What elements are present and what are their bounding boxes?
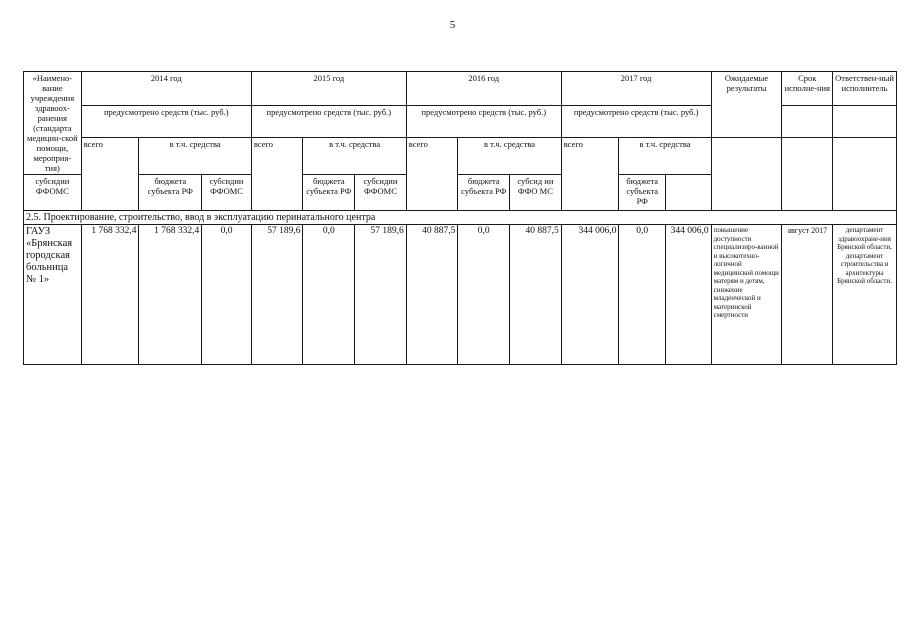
total-2016: 40 887,5 [406,225,458,365]
budget-2017: 344 006,0 [666,225,712,365]
responsible-sub-blank [833,138,897,211]
total-2014-header: всего [81,138,139,211]
responsible-header: Ответствен-ный исполнитель [833,72,897,106]
institution-name: ГАУЗ «Брянская городская больница № 1» [24,225,82,365]
total-2015-header: всего [251,138,303,211]
page-number: 5 [449,19,456,31]
subsidy-2015: 0,0 [303,225,355,365]
budget-2017-header: бюджета субъекта РФ [619,175,666,211]
including-2017-header: в т.ч. средства [619,138,711,175]
org-name-header: «Наимено-вание учреждения здравоох-ранения (стандарта медицин-ской помощи, мероприя-тия) [24,72,82,175]
subsidies-2014-header: субсидии ФФОМС [24,175,82,211]
deadline-sub-blank [782,138,833,211]
expected-results-header: Ожидаемые результаты [711,72,782,138]
total-2017-header: всего [561,138,619,211]
expected-results-value: повышение доступности специализиро-ванной и высокотехно-логичной медицинской помощи матерям и детям, снижение младенческой и материнской смертности [711,225,782,365]
budget-2016-header: бюджета субъекта РФ [458,175,510,211]
funds-provided-2017: предусмотрено средств (тыс. руб.) [561,106,711,138]
deadline-header: Срок исполне-ния [782,72,833,106]
total-2014: 1 768 332,4 [81,225,139,365]
expected-results-sub-blank [711,138,782,211]
funds-provided-2014: предусмотрено средств (тыс. руб.) [81,106,251,138]
funds-provided-2015: предусмотрено средств (тыс. руб.) [251,106,406,138]
including-2015-header: в т.ч. средства [303,138,406,175]
budget-2014: 0,0 [202,225,252,365]
budget-2014-header: бюджета субъекта РФ [139,175,202,211]
year-2014-header: 2014 год [81,72,251,106]
year-2017-header: 2017 год [561,72,711,106]
year-2016-header: 2016 год [406,72,561,106]
year-2015-header: 2015 год [251,72,406,106]
total-2016-header: всего [406,138,458,211]
responsible-header-blank [833,106,897,138]
total-2017: 344 006,0 [561,225,619,365]
responsible-value: департамент здравоохране-ния Брянской области, департамент строительства и архитектуры Брянской области. [833,225,897,365]
deadline-header-blank [782,106,833,138]
funds-provided-2016: предусмотрено средств (тыс. руб.) [406,106,561,138]
budget-2016: 40 887,5 [510,225,562,365]
budget-2015-header: бюджета субъекта РФ [303,175,355,211]
total-2015: 57 189,6 [251,225,303,365]
section-title: 2.5. Проектирование, строительство, ввод в эксплуатацию перинатального центра [24,211,897,225]
deadline-value: август 2017 [782,225,833,365]
including-2016-header: в т.ч. средства [458,138,561,175]
subsidies-2015-header: субсидии ФФОМС [202,175,252,211]
budget-2015: 57 189,6 [355,225,407,365]
including-2014-header: в т.ч. средства [139,138,251,175]
subsidy-2016: 0,0 [458,225,510,365]
subsidies-2017-header: субсид ии ФФО МС [510,175,562,211]
subsidy-2014: 1 768 332,4 [139,225,202,365]
subsidies-2016-header: субсидии ФФОМС [355,175,407,211]
subsidy-2017: 0,0 [619,225,666,365]
budget-table [23,71,897,365]
